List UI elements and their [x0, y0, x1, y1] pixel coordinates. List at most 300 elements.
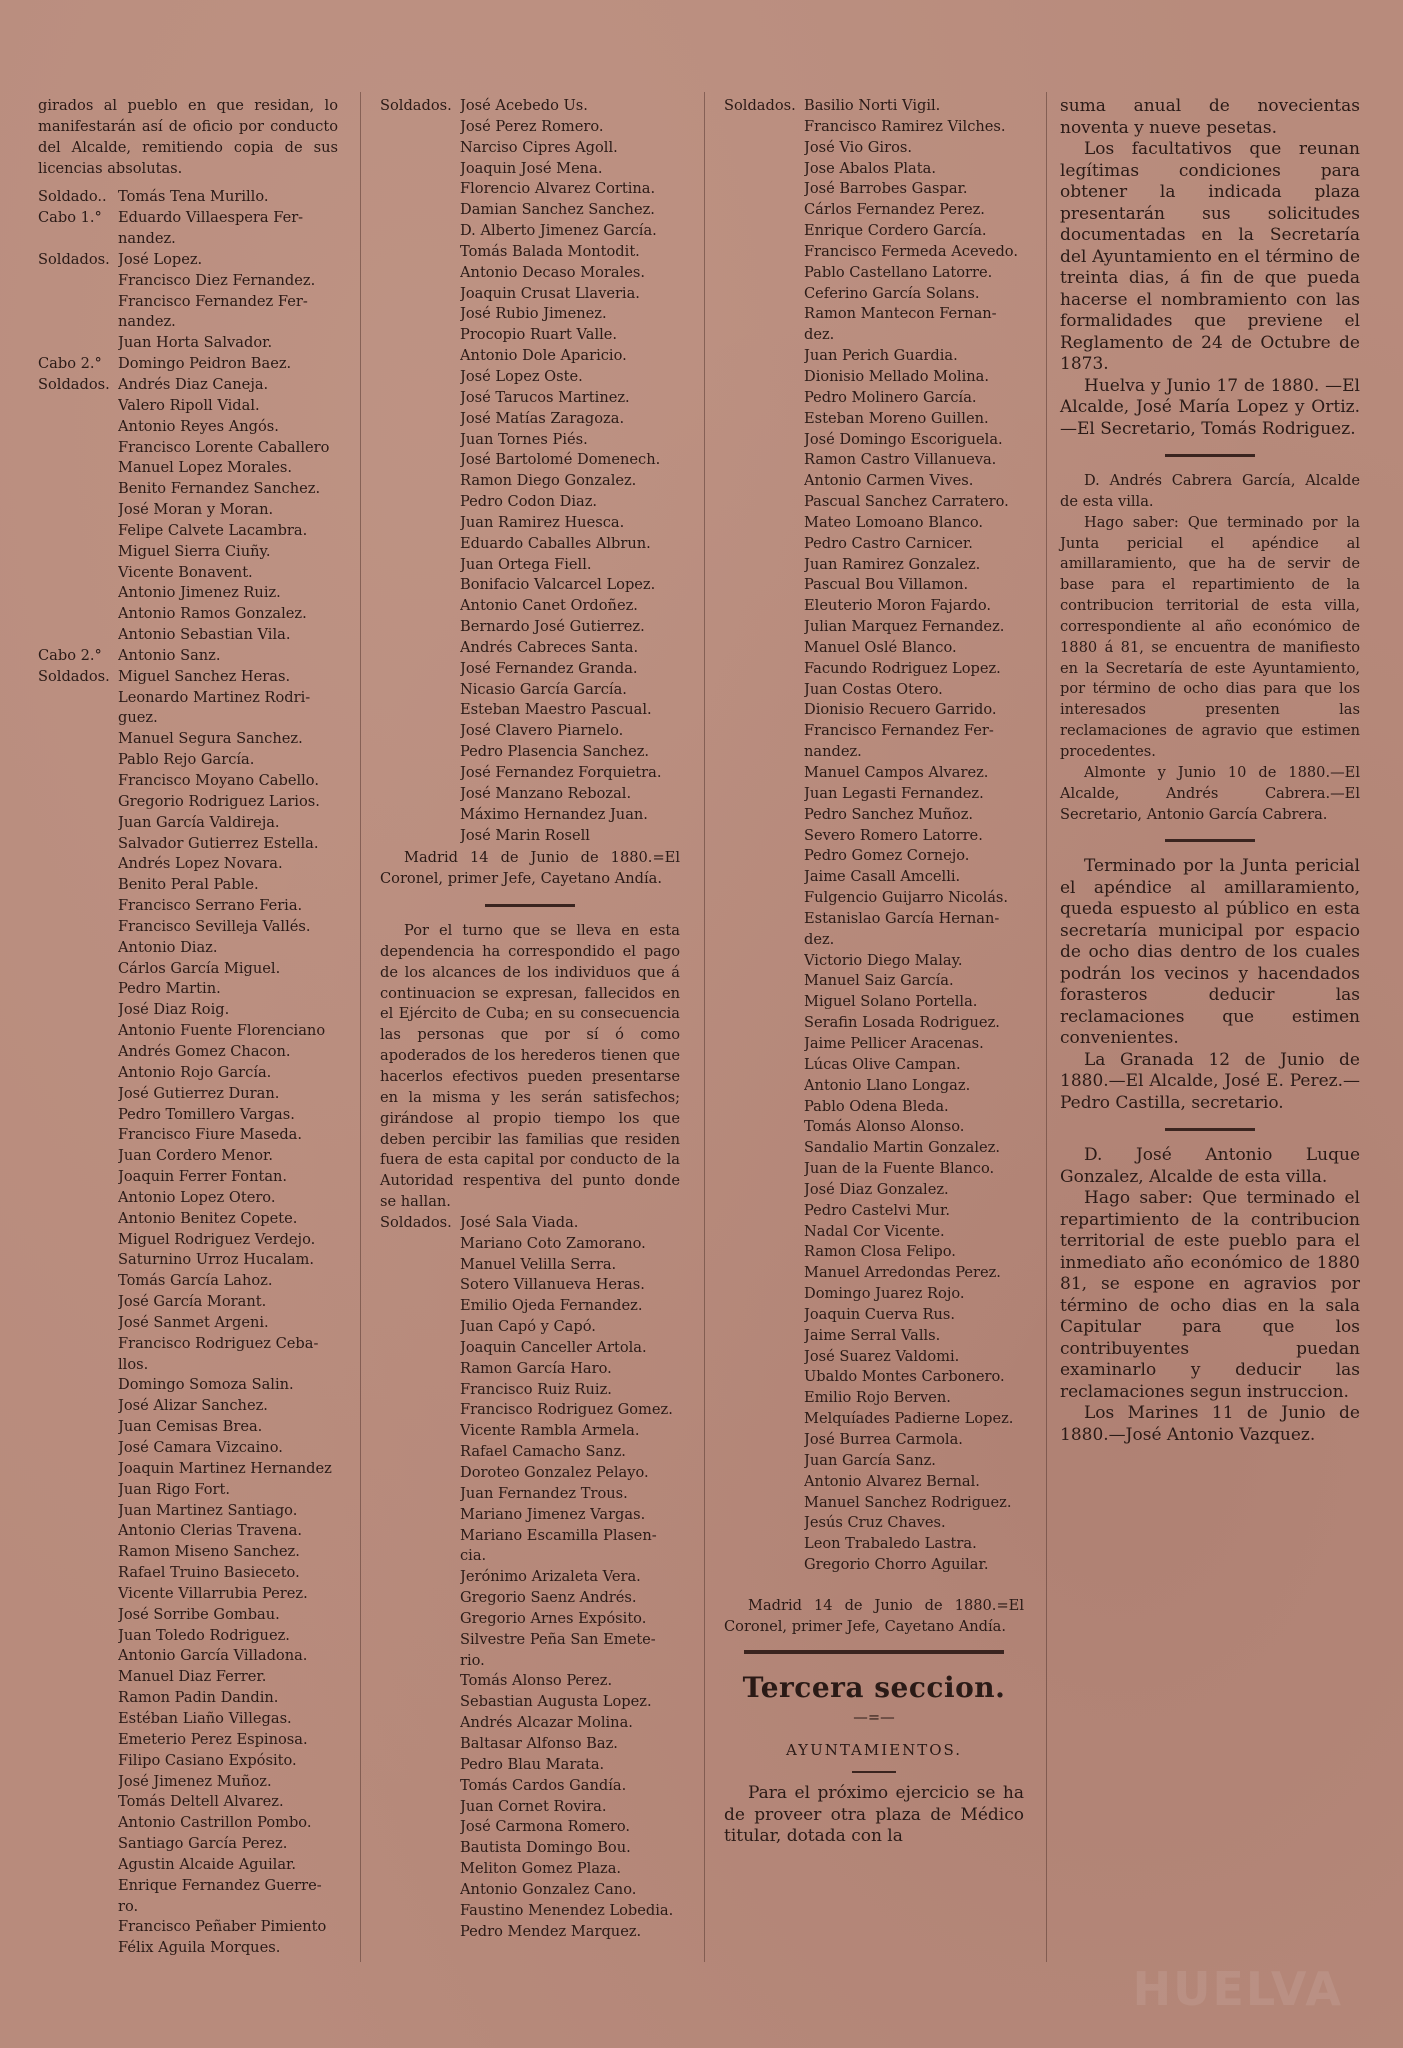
- medico-notice-cont: suma anual de novecientas noventa y nueve pesetas.: [1060, 96, 1360, 138]
- rank-label: [380, 638, 460, 659]
- list-item: [38, 1501, 338, 1522]
- person-name: Rafael Truino Basieceto.: [118, 1564, 300, 1582]
- rank-label: [380, 1400, 460, 1421]
- list-item: [380, 1275, 680, 1296]
- rank-label: [38, 917, 118, 938]
- rank-label: [724, 1534, 804, 1555]
- person-name: Manuel Arredondas Perez.: [804, 1264, 1001, 1282]
- rank-label: [724, 951, 804, 972]
- person-name: José Bartolomé Domenech.: [460, 451, 661, 469]
- list-item: [380, 1234, 680, 1255]
- rank-label: [380, 1692, 460, 1713]
- list-item: [38, 292, 338, 313]
- list-item: [380, 1213, 680, 1234]
- person-name: Juan García Sanz.: [804, 1451, 936, 1469]
- list-item: [724, 492, 1024, 513]
- list-item: [380, 1734, 680, 1755]
- list-item: [38, 1730, 338, 1751]
- person-name: Jaime Serral Valls.: [804, 1326, 941, 1344]
- person-name: Santiago García Perez.: [118, 1835, 288, 1853]
- list-item: [380, 367, 680, 388]
- person-name: José Acebedo Us.: [460, 97, 588, 114]
- list-item: [380, 1400, 680, 1421]
- list-item: [724, 1284, 1024, 1305]
- list-item: [380, 1755, 680, 1776]
- list-item: [380, 1713, 680, 1734]
- granada-body: Terminado por la Junta pericial el apéndice al amillaramiento, queda espuesto al público en esta secretaría municipal por espacio de ocho dias dentro de los cuales podrán los vecinos y hacendados forasteros deducir las reclamaciones que estimen convenientes.: [1060, 856, 1360, 1049]
- list-item: [38, 521, 338, 542]
- rank-label: [380, 826, 460, 847]
- list-item: [38, 1167, 338, 1188]
- list-item: [724, 1493, 1024, 1514]
- person-name: llos.: [118, 1355, 149, 1373]
- rank-label: [380, 1546, 460, 1567]
- list-item: [38, 271, 338, 292]
- list-item: [38, 1563, 338, 1584]
- rank-label: [38, 625, 118, 646]
- person-name: nandez.: [804, 743, 862, 761]
- list-item: [724, 513, 1024, 534]
- rank-label: [380, 1442, 460, 1463]
- person-name: Gregorio Chorro Aguilar.: [804, 1556, 989, 1574]
- person-name: Lúcas Olive Campan.: [804, 1055, 961, 1073]
- person-name: Serafin Losada Rodriguez.: [804, 1014, 1000, 1032]
- rank-label: Cabo 2.°: [38, 355, 102, 373]
- column-3: [724, 96, 1024, 1848]
- rank-label: [38, 1751, 118, 1772]
- rank-label: [38, 1792, 118, 1813]
- person-name: Andrés Gomez Chacon.: [118, 1042, 291, 1060]
- person-name: José Perez Romero.: [460, 117, 604, 135]
- rank-label: Soldados.: [724, 97, 796, 114]
- person-name: Francisco Fernandez Fer-: [118, 292, 308, 310]
- person-name: Pedro Martin.: [118, 980, 221, 998]
- person-name: Salvador Gutierrez Estella.: [118, 834, 319, 852]
- person-name: José Moran y Moran.: [118, 501, 274, 519]
- person-name: Francisco Fernandez Fer-: [804, 722, 994, 740]
- person-name: Joaquin Ferrer Fontan.: [118, 1168, 288, 1186]
- rank-label: [724, 284, 804, 305]
- column-divider: [360, 92, 361, 1962]
- person-name: Cárlos Fernandez Perez.: [804, 201, 985, 219]
- rank-label: [724, 346, 804, 367]
- rank-label: [38, 854, 118, 875]
- rank-label: [38, 708, 118, 729]
- rank-label: [380, 304, 460, 325]
- list-item: [38, 813, 338, 834]
- rank-label: [380, 1713, 460, 1734]
- rank-label: [380, 555, 460, 576]
- list-item: [38, 1897, 338, 1918]
- list-item: [724, 1180, 1024, 1201]
- list-item: [380, 1630, 680, 1651]
- person-name: Manuel Velilla Serra.: [460, 1255, 617, 1273]
- separator-rule: [1165, 454, 1255, 457]
- person-name: Antonio García Villadona.: [118, 1647, 308, 1665]
- rank-label: [724, 409, 804, 430]
- separator-rule-small: [852, 1771, 896, 1773]
- list-item: [38, 1667, 338, 1688]
- person-name: Juan Fernandez Trous.: [460, 1484, 628, 1502]
- rank-label: [38, 1480, 118, 1501]
- separator-rule: [1165, 1128, 1255, 1131]
- person-name: Leonardo Martinez Rodri-: [118, 688, 311, 706]
- rank-label: [380, 179, 460, 200]
- list-item: [380, 388, 680, 409]
- rank-label: [724, 930, 804, 951]
- rank-label: [380, 617, 460, 638]
- list-item: [38, 1042, 338, 1063]
- list-item: [380, 659, 680, 680]
- ayuntamientos-heading: AYUNTAMIENTOS.: [785, 1741, 963, 1760]
- rank-label: [38, 1897, 118, 1918]
- list-item: [724, 867, 1024, 888]
- rank-label: [724, 805, 804, 826]
- list-item: [38, 1917, 338, 1938]
- list-item: [724, 659, 1024, 680]
- person-name: nandez.: [118, 313, 176, 331]
- person-name: Tomás Alonso Perez.: [460, 1672, 613, 1690]
- rank-label: [380, 1776, 460, 1797]
- list-item: [380, 1797, 680, 1818]
- list-item: [380, 1880, 680, 1901]
- person-name: Domingo Peidron Baez.: [118, 355, 292, 373]
- person-name: Antonio Decaso Morales.: [460, 263, 646, 281]
- list-item: [380, 1255, 680, 1276]
- rank-label: [38, 1084, 118, 1105]
- rank-label: Soldados.: [380, 1213, 452, 1231]
- person-name: Ramon Closa Felipo.: [804, 1243, 956, 1261]
- person-name: José Domingo Escoriguela.: [804, 430, 1003, 448]
- person-name: Estanislao García Hernan-: [804, 909, 1000, 927]
- list-item: [38, 375, 338, 396]
- list-item: [38, 1084, 338, 1105]
- rank-label: [724, 1430, 804, 1451]
- list-item: [724, 1263, 1024, 1284]
- rank-label: [380, 1296, 460, 1317]
- list-item: [724, 909, 1024, 930]
- rank-label: [38, 542, 118, 563]
- list-item: [724, 1222, 1024, 1243]
- list-item: [38, 834, 338, 855]
- person-name: Gregorio Rodriguez Larios.: [118, 792, 320, 810]
- rank-label: [38, 1605, 118, 1626]
- person-name: Facundo Rodriguez Lopez.: [804, 659, 1001, 677]
- person-name: Francisco Rodriguez Gomez.: [460, 1401, 673, 1419]
- person-name: Manuel Lopez Morales.: [118, 459, 293, 477]
- list-item: [724, 1117, 1024, 1138]
- rank-label: Soldados.: [38, 375, 110, 393]
- rank-label: [724, 1138, 804, 1159]
- person-name: Ramon Padin Dandin.: [118, 1689, 279, 1707]
- rank-label: [724, 1076, 804, 1097]
- rank-label: [724, 1159, 804, 1180]
- list-item: [724, 200, 1024, 221]
- person-name: Faustino Menendez Lobedia.: [460, 1901, 674, 1919]
- list-item: [724, 1076, 1024, 1097]
- rank-label: [38, 979, 118, 1000]
- person-name: Bernardo José Gutierrez.: [460, 618, 645, 636]
- list-item: [724, 971, 1024, 992]
- rank-label: [724, 596, 804, 617]
- rank-label: [380, 1275, 460, 1296]
- person-name: Tomás Cardos Gandía.: [460, 1776, 627, 1794]
- rank-label: [38, 500, 118, 521]
- list-item: [38, 979, 338, 1000]
- list-item: [38, 1250, 338, 1271]
- person-name: Juan Cornet Rovira.: [460, 1797, 607, 1815]
- list-item: [724, 1097, 1024, 1118]
- rank-label: [38, 521, 118, 542]
- list-item: [38, 1396, 338, 1417]
- rank-label: [38, 1355, 118, 1376]
- person-name: Tomás Alonso Alonso.: [804, 1118, 965, 1136]
- rank-label: [380, 1651, 460, 1672]
- rank-label: [724, 1513, 804, 1534]
- rank-label: [380, 1922, 460, 1943]
- list-item: [38, 688, 338, 709]
- rank-label: Soldados.: [380, 97, 452, 114]
- list-item: [380, 96, 680, 117]
- rank-label: [380, 492, 460, 513]
- person-name: Juan Horta Salvador.: [118, 334, 273, 352]
- rank-label: [724, 888, 804, 909]
- rank-label: [724, 179, 804, 200]
- list-item: [38, 1125, 338, 1146]
- person-name: rio.: [460, 1651, 485, 1669]
- person-name: Antonio Diaz.: [118, 938, 218, 956]
- rank-label: [38, 792, 118, 813]
- list-item: [38, 187, 338, 208]
- rank-label: [380, 659, 460, 680]
- list-item: [724, 1409, 1024, 1430]
- rank-label: [724, 430, 804, 451]
- list-item: [380, 1588, 680, 1609]
- person-name: José Tarucos Martinez.: [460, 388, 630, 406]
- rank-label: [380, 1797, 460, 1818]
- list-item: [380, 1484, 680, 1505]
- person-name: Domingo Somoza Salin.: [118, 1376, 294, 1394]
- rank-label: [724, 1117, 804, 1138]
- list-item: [380, 638, 680, 659]
- person-name: Manuel Saiz García.: [804, 972, 954, 990]
- list-item: [724, 388, 1024, 409]
- rank-label: [38, 271, 118, 292]
- list-item: [380, 805, 680, 826]
- person-name: José Manzano Rebozal.: [460, 784, 632, 802]
- rank-label: [38, 1917, 118, 1938]
- person-name: Enrique Fernandez Guerre-: [118, 1876, 322, 1894]
- list-item: [38, 729, 338, 750]
- person-name: Felipe Calvete Lacambra.: [118, 521, 308, 539]
- person-name: Mariano Jimenez Vargas.: [460, 1505, 646, 1523]
- person-name: José Matías Zaragoza.: [460, 409, 625, 427]
- list-item: [38, 917, 338, 938]
- roster-list-1: [38, 187, 338, 1959]
- rank-label: [38, 312, 118, 333]
- list-item: [38, 1063, 338, 1084]
- list-item: [380, 450, 680, 471]
- person-name: Esteban Maestro Pascual.: [460, 701, 652, 719]
- person-name: Severo Romero Latorre.: [804, 826, 983, 844]
- rank-label: [380, 1880, 460, 1901]
- list-item: [38, 1542, 338, 1563]
- rank-label: Soldados.: [38, 250, 110, 268]
- list-item: [724, 284, 1024, 305]
- rank-label: [38, 875, 118, 896]
- list-item: [38, 1688, 338, 1709]
- person-name: dez.: [804, 326, 835, 344]
- person-name: Francisco Fiure Maseda.: [118, 1126, 303, 1144]
- marines-signature: Los Marines 11 de Junio de 1880.—José Antonio Vazquez.: [1060, 1403, 1360, 1445]
- person-name: Pascual Sanchez Carratero.: [804, 493, 1009, 511]
- person-name: Juan de la Fuente Blanco.: [804, 1160, 995, 1178]
- rank-label: [724, 763, 804, 784]
- rank-label: [38, 750, 118, 771]
- rank-label: [724, 1493, 804, 1514]
- list-item: [380, 826, 680, 847]
- rank-label: [38, 1021, 118, 1042]
- list-item: [724, 763, 1024, 784]
- person-name: Tomás Balada Montodit.: [460, 242, 640, 260]
- person-name: Mariano Escamilla Plasen-: [460, 1526, 657, 1544]
- person-name: Joaquin Martinez Hernandez: [118, 1459, 332, 1477]
- rank-label: [380, 409, 460, 430]
- list-item: [380, 1296, 680, 1317]
- rank-label: [38, 959, 118, 980]
- column-1: [38, 96, 338, 1959]
- rank-label: Soldado..: [38, 188, 107, 206]
- person-name: Bonifacio Valcarcel Lopez.: [460, 576, 656, 594]
- person-name: Joaquin Cuerva Rus.: [804, 1305, 956, 1323]
- list-item: [38, 1292, 338, 1313]
- list-item: [38, 750, 338, 771]
- person-name: Pascual Bou Villamon.: [804, 576, 969, 594]
- separator-rule: [1165, 839, 1255, 842]
- rank-label: [724, 1367, 804, 1388]
- rank-label: [724, 742, 804, 763]
- rank-label: [380, 1526, 460, 1547]
- rank-label: [38, 771, 118, 792]
- rank-label: [380, 1505, 460, 1526]
- person-name: Miguel Rodriguez Verdejo.: [118, 1230, 316, 1248]
- list-item: [38, 1417, 338, 1438]
- rank-label: [380, 1359, 460, 1380]
- list-item: [724, 242, 1024, 263]
- person-name: Juan Cemisas Brea.: [118, 1418, 263, 1436]
- list-item: [38, 1480, 338, 1501]
- rank-label: [38, 1646, 118, 1667]
- roster-list-3: [380, 1213, 680, 1943]
- list-item: [38, 1938, 338, 1959]
- list-item: [38, 500, 338, 521]
- signature-madrid: Madrid 14 de Junio de 1880.=El Coronel, primer Jefe, Cayetano Andía.: [380, 849, 680, 888]
- rank-label: [724, 1034, 804, 1055]
- archive-watermark: [1063, 1933, 1343, 2028]
- person-name: Antonio Alvarez Bernal.: [804, 1472, 980, 1490]
- list-item: [724, 471, 1024, 492]
- list-item: [724, 409, 1024, 430]
- list-item: [724, 450, 1024, 471]
- person-name: dez.: [804, 930, 835, 948]
- list-item: [724, 179, 1024, 200]
- rank-label: [380, 1484, 460, 1505]
- person-name: Juan Ortega Fiell.: [460, 555, 592, 573]
- person-name: Damian Sanchez Sanchez.: [460, 201, 655, 219]
- rank-label: [38, 1438, 118, 1459]
- rank-label: [380, 1901, 460, 1922]
- rank-label: [724, 909, 804, 930]
- rank-label: [38, 438, 118, 459]
- rank-label: [380, 1567, 460, 1588]
- person-name: José Diaz Roig.: [118, 1001, 230, 1019]
- rank-label: [380, 388, 460, 409]
- person-name: Andrés Diaz Caneja.: [118, 375, 269, 393]
- list-item: [38, 1313, 338, 1334]
- almonte-body: Hago saber: Que terminado por la Junta pericial el apéndice al amillaramiento, que ha de servir de base para el repartimiento de la contribucion territorial de esta villa, correspondiente al año económico de 1880 á 81, se encuentra de manifiesto en la Secretaría de este Ayuntamiento, por término de ocho dias para que los interesados presenten las reclamaciones de agravio que estimen procedentes.: [1060, 513, 1360, 760]
- list-item: [724, 1013, 1024, 1034]
- person-name: Nicasio García García.: [460, 680, 627, 698]
- person-name: cia.: [460, 1547, 487, 1565]
- person-name: Jaime Pellicer Aracenas.: [804, 1034, 984, 1052]
- list-item: [380, 596, 680, 617]
- list-item: [380, 117, 680, 138]
- rank-label: [38, 583, 118, 604]
- list-item: [38, 771, 338, 792]
- medico-notice-p2: Los facultativos que reunan legítimas condiciones para obtener la indicada plaza presentarán sus solicitudes documentadas en la Secretaría del Ayuntamiento en el término de treinta dias, á fin de que pueda hacerse el nombramiento con las formalidades que previene el Reglamento de 24 de Octubre de 1873.: [1060, 139, 1360, 374]
- person-name: José Vio Giros.: [804, 138, 912, 156]
- list-item: [38, 1709, 338, 1730]
- list-item: [38, 1146, 338, 1167]
- list-item: [38, 354, 338, 375]
- rank-label: [724, 1242, 804, 1263]
- list-item: [38, 1105, 338, 1126]
- rank-label: [380, 596, 460, 617]
- rank-label: [724, 1555, 804, 1576]
- rank-label: [724, 700, 804, 721]
- granada-signature: La Granada 12 de Junio de 1880.—El Alcalde, José E. Perez.—Pedro Castilla, secretario.: [1060, 1049, 1360, 1113]
- person-name: Julian Marquez Fernandez.: [804, 618, 1005, 636]
- rank-label: [380, 1255, 460, 1276]
- list-item: [724, 221, 1024, 242]
- person-name: ro.: [118, 1897, 139, 1915]
- list-item: [38, 959, 338, 980]
- person-name: Manuel Campos Alvarez.: [804, 764, 989, 781]
- person-name: José Lopez Oste.: [460, 367, 583, 385]
- list-item: [38, 542, 338, 563]
- person-name: Francisco Peñaber Pimiento: [118, 1918, 327, 1936]
- person-name: Leon Trabaledo Lastra.: [804, 1535, 977, 1553]
- list-item: [724, 1201, 1024, 1222]
- person-name: Juan García Valdireja.: [118, 813, 280, 831]
- person-name: José Suarez Valdomi.: [804, 1347, 960, 1365]
- rank-label: [380, 1671, 460, 1692]
- person-name: Procopio Ruart Valle.: [460, 326, 618, 344]
- person-name: Ramon Mantecon Fernan-: [804, 305, 997, 323]
- person-name: Joaquin José Mena.: [460, 159, 603, 177]
- person-name: José Marin Rosell: [460, 826, 590, 844]
- rank-label: [38, 1459, 118, 1480]
- person-name: Antonio Llano Longaz.: [804, 1076, 971, 1094]
- rank-label: [724, 1097, 804, 1118]
- roster-list-4: [724, 96, 1024, 1576]
- list-item: [38, 1834, 338, 1855]
- list-item: [38, 708, 338, 729]
- rank-label: [724, 1305, 804, 1326]
- person-name: Pablo Odena Bleda.: [804, 1097, 949, 1115]
- list-item: [38, 438, 338, 459]
- rank-label: [380, 430, 460, 451]
